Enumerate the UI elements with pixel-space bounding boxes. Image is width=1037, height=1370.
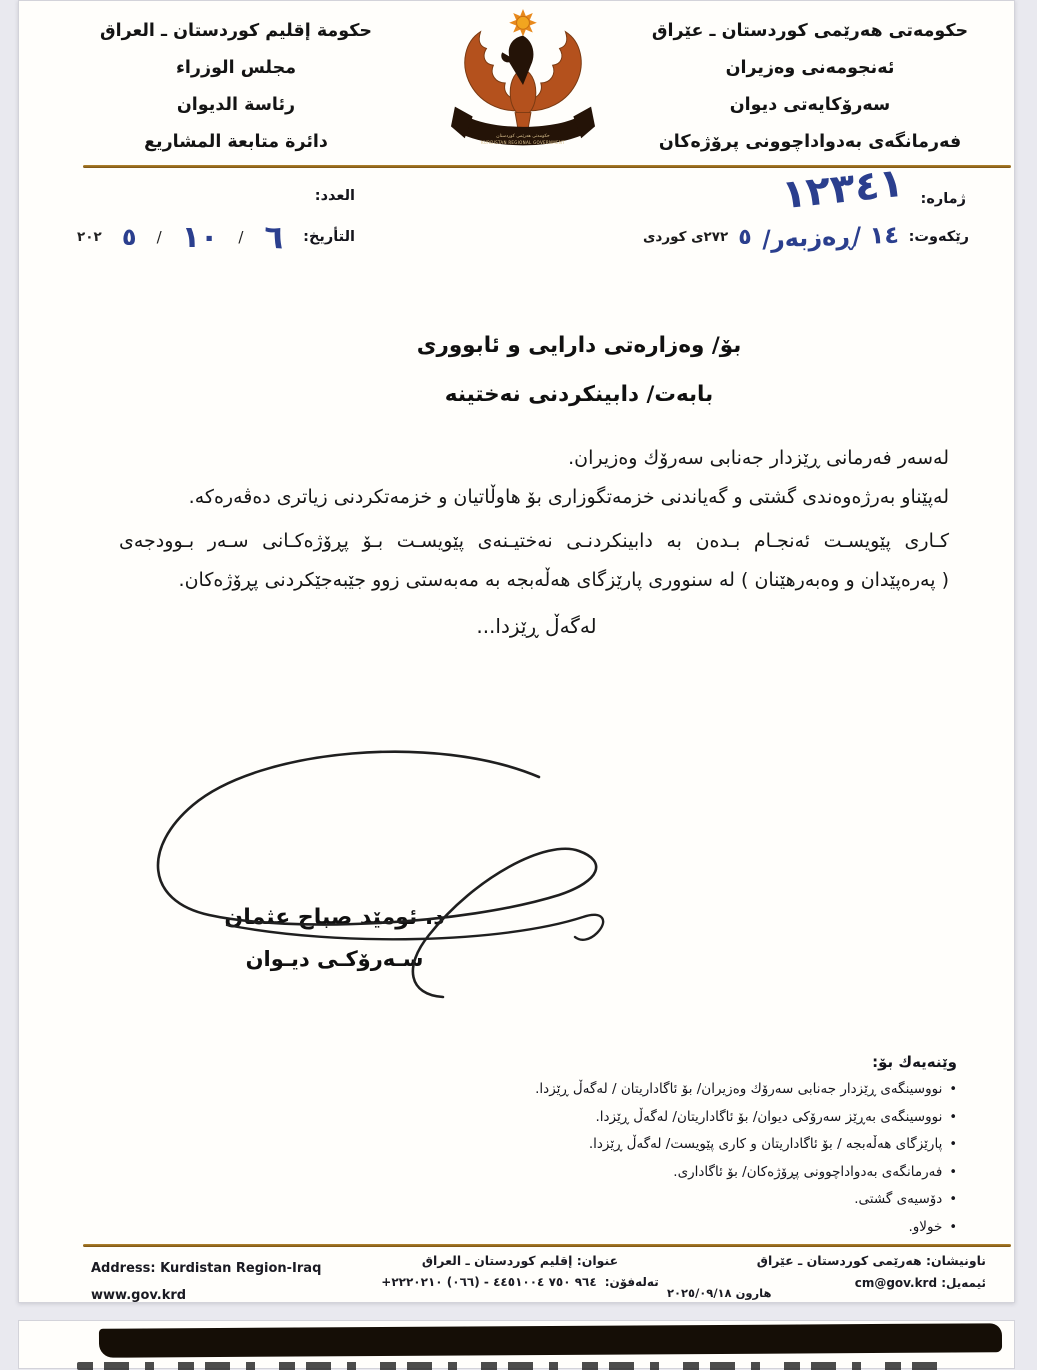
ribbon-latin-text: KURDISTAN REGIONAL GOVERNMENT (481, 140, 565, 146)
footer-phone-row (367, 1275, 673, 1289)
cc-item: • خولاو. (535, 1214, 957, 1242)
signatory-title: سـەرۆكـی دیـوان (245, 947, 424, 971)
header-arabic-line-1: حكومة إقليم كوردستان ـ العراق (99, 21, 373, 41)
letter-title-block (289, 321, 869, 419)
handwritten-reference-number: ١٢٣٤١ (779, 159, 907, 219)
cc-item: • دۆسیەی گشتی. (535, 1186, 957, 1214)
handwritten-month: ١٠ (181, 219, 219, 255)
header-kurdish-line-3: سەرۆكایەتی دیوان (729, 95, 891, 115)
body-line-3: كـاری پێویسـت ئەنجـام بـدەن بە دابینكردنـی نەختیـنەی پێویسـت بـۆ پڕۆژەكـانی سـەر بـوودجەی (119, 530, 949, 552)
eagle-emblem-graphic (449, 3, 597, 158)
printed-kurdish-year: ٢٧٢ی كوردی (643, 229, 729, 245)
subject-line: بابەت/ دابینكردنی نەختینە (444, 382, 714, 407)
footer-email-row (757, 1276, 986, 1290)
date-separator: / (238, 228, 244, 246)
krg-eagle-emblem (449, 3, 597, 161)
footer-address-english (91, 1255, 321, 1309)
header-kurdish-line-4: فەرمانگەی بەدواداچوونی پرۆژەكان (658, 132, 962, 152)
footer-phone-label: تەلەفۆن: (604, 1275, 659, 1289)
header-arabic-line-4: دائرة متابعة المشاريع (144, 132, 328, 152)
next-page-edge (18, 1320, 1015, 1369)
handwritten-kurdish-date: ١٤ /ڕەزبەر/ (761, 220, 900, 254)
sun-icon (509, 9, 537, 37)
arabic-reference-block (77, 185, 355, 256)
cc-item: • نووسینگەی ڕێزدار جەنابی سەرۆك وەزیران/ بۆ ئاگاداریتان / لەگەڵ ڕێزدا. (535, 1076, 957, 1104)
header-arabic-line-2: مجلس الوزراء (175, 58, 297, 78)
reference-date-row (643, 220, 969, 254)
header-arabic-line-3: رئاسة الديوان (176, 95, 296, 115)
footer-address-kurdish (757, 1253, 986, 1290)
header-kurdish (621, 13, 999, 161)
footer-address-arabic (367, 1253, 673, 1289)
letter-page (18, 0, 1015, 1303)
handwritten-year-digit: ٥ (121, 223, 137, 251)
date-label-arabic: التأريخ: (303, 229, 355, 245)
body-line-2: لەپێناو بەرژەوەندی گشتی و گەیاندنی خزمەتگوزاری بۆ هاوڵاتیان و خزمەتكردنی زیاتری دەڤەرەكە. (188, 486, 949, 508)
cc-heading: وێنەیەك بۆ: (872, 1053, 957, 1071)
handwritten-day: ٦ (262, 217, 285, 257)
header-kurdish-line-1: حكومەتی هەرێمی كوردستان ـ عێراق (651, 21, 969, 41)
signatory-name: د. ئومێد صباح عثمان (224, 905, 445, 930)
date-label-kurdish: رێكەوت: (908, 229, 969, 245)
ribbon-kurdish-text: حكومەتی هەرێمی كوردستان (496, 134, 550, 140)
footer-email-label: ئیمەیل: (941, 1276, 986, 1290)
footer-website: www.gov.krd (91, 1288, 187, 1303)
footer-divider-line (83, 1244, 1011, 1247)
signatory-block (167, 897, 502, 979)
handwritten-kurdish-year-digit: ٥ (738, 224, 752, 250)
body-line-1: لەسەر فەرمانی ڕێزدار جەنابی سەرۆك وەزیران. (568, 447, 949, 469)
footer-email-value: cm@gov.krd (854, 1276, 938, 1290)
addressee-line: بۆ/ وەزارەتی دارایی و ئابووری (416, 333, 742, 358)
header-arabic (71, 13, 401, 161)
header-kurdish-line-2: ئەنجومەنی وەزیران (725, 58, 895, 78)
reference-number-row (779, 159, 966, 219)
number-label-arabic: العدد: (314, 188, 355, 204)
cc-items (535, 1076, 957, 1241)
number-label-kurdish: ژمارە: (920, 191, 966, 207)
footer-address-ar-line: عنوان: إقليم كوردستان ـ العراق (421, 1253, 619, 1268)
closing-salutation: لەگەڵ ڕێزدا... (476, 614, 597, 638)
body-line-4: ( پەرەپێدان و وەبەرهێنان ) لە سنووری پارێزگای هەڵەبجە بە مەبەستی زوو جێبەجێكردنی پڕۆژەكان. (178, 569, 949, 591)
cc-item: • پارێزگای هەڵەبجە / بۆ ئاگاداریتان و كاری پێویست/ لەگەڵ ڕێزدا. (535, 1131, 957, 1159)
letter-body (119, 439, 949, 600)
date-separator: / (156, 228, 162, 246)
footer-address-ku-line: ناونیشان: هەرێمی كوردستان ـ عێراق (756, 1253, 986, 1268)
scan-shadow-band (99, 1323, 1002, 1358)
cc-distribution-list (535, 1053, 957, 1241)
cc-item: • نووسینگەی بەڕێز سەرۆكی دیوان/ بۆ ئاگاداریتان/ لەگەڵ ڕێزدا. (535, 1104, 957, 1132)
print-stamp: هارون ٢٠٢٥/٠٩/١٨ (667, 1286, 772, 1300)
printed-year-prefix: ٢٠٢ (77, 229, 102, 245)
footer-phone-numbers: +٩٦٤ ٧٥٠ ٤٤٥١٠٠٤ - (٠٦٦) ٢٢٢٠٢١٠ (381, 1275, 597, 1289)
cc-item: • فەرمانگەی بەدواداچوونی پڕۆژەكان/ بۆ ئاگاداری. (535, 1159, 957, 1187)
arabic-date-row (77, 218, 355, 256)
footer-address-en-line: Address: Kurdistan Region-Iraq (91, 1261, 322, 1276)
